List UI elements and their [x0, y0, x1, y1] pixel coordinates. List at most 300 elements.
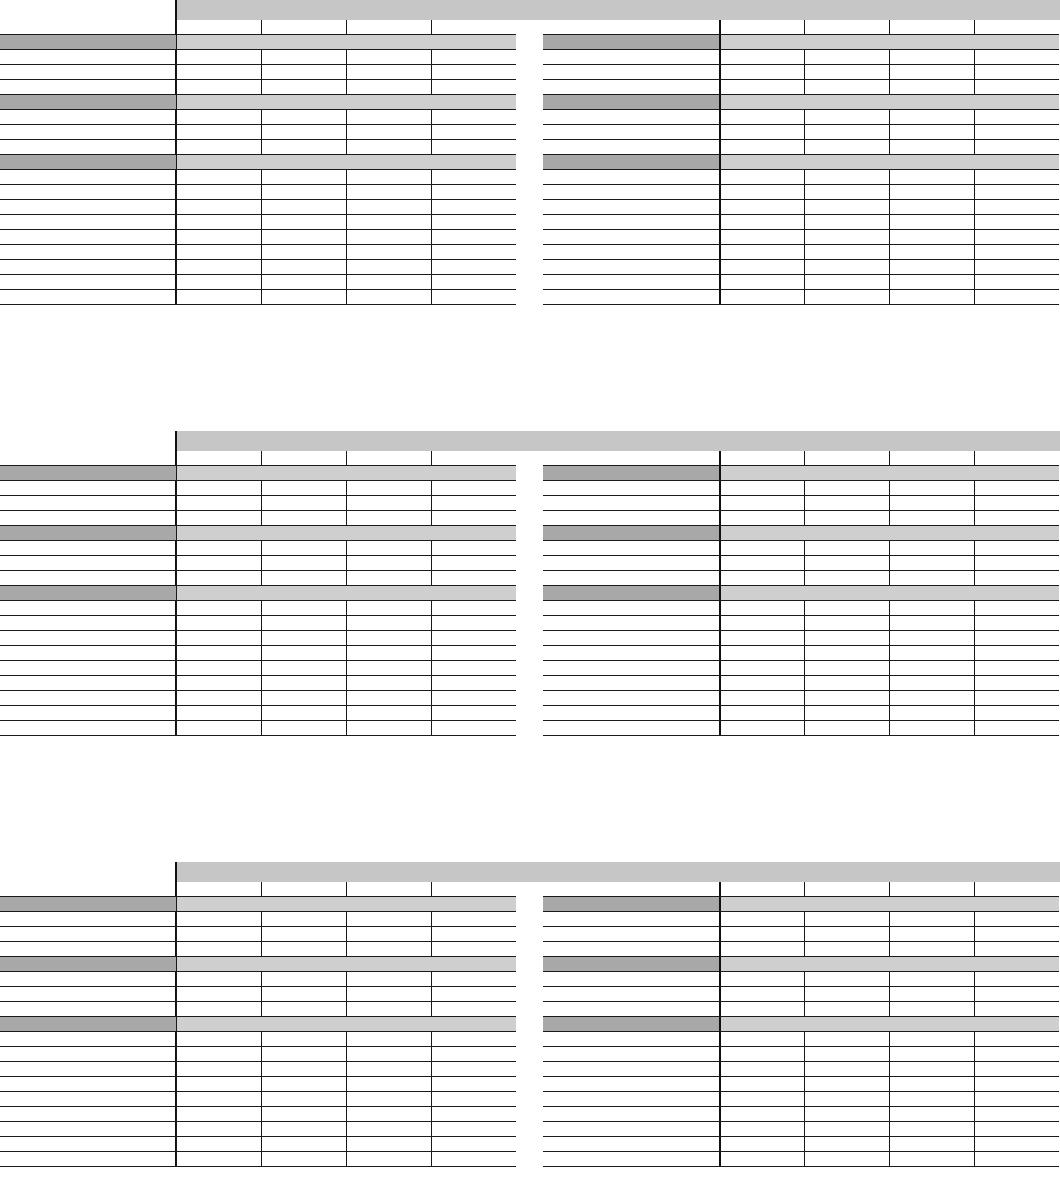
value-cell: [431, 275, 516, 289]
table-row: [0, 1062, 516, 1077]
value-cell: [974, 1137, 1059, 1151]
value-cell: [889, 972, 974, 986]
value-cell: [889, 1047, 974, 1061]
group-label-cell: [543, 1017, 719, 1031]
row-label-cell: [0, 1122, 176, 1136]
value-cell: [889, 1122, 974, 1136]
row-label-cell: [0, 496, 176, 510]
table-left: [0, 451, 516, 736]
value-cell: [431, 290, 516, 304]
row-label-cell: [543, 185, 719, 199]
value-cell: [176, 972, 261, 986]
value-cell: [974, 496, 1059, 510]
value-cell: [431, 215, 516, 229]
row-label-cell: [543, 110, 719, 124]
value-cell: [889, 1032, 974, 1046]
value-cell: [431, 185, 516, 199]
value-cell: [719, 275, 804, 289]
group-value-bar: [176, 95, 516, 109]
value-cell: [719, 661, 804, 675]
group-label-cell: [0, 897, 176, 911]
value-cell: [804, 200, 889, 214]
row-label-cell: [0, 65, 176, 79]
row-label-cell: [543, 882, 719, 896]
row-label-cell: [543, 646, 719, 660]
row-label-cell: [0, 706, 176, 720]
value-cell: [176, 882, 261, 896]
row-label-cell: [0, 1152, 176, 1166]
table-right: [543, 20, 1059, 305]
row-label-cell: [543, 50, 719, 64]
value-cell: [974, 1062, 1059, 1076]
table-row: [0, 275, 516, 290]
value-cell: [804, 1062, 889, 1076]
row-label-cell: [0, 882, 176, 896]
value-cell: [176, 65, 261, 79]
value-cell: [804, 245, 889, 259]
value-cell: [889, 20, 974, 34]
table-row: [0, 942, 516, 957]
row-label-cell: [0, 556, 176, 570]
value-cell: [719, 245, 804, 259]
value-cell: [719, 571, 804, 585]
value-cell: [804, 110, 889, 124]
value-cell: [974, 1047, 1059, 1061]
value-cell: [719, 215, 804, 229]
value-cell: [719, 170, 804, 184]
value-cell: [346, 65, 431, 79]
table-row: [0, 601, 516, 616]
value-cell: [889, 1092, 974, 1106]
value-cell: [261, 215, 346, 229]
value-cell: [889, 451, 974, 465]
table-row: [543, 511, 1059, 526]
value-cell: [804, 912, 889, 926]
column-header-row: [543, 451, 1059, 466]
value-cell: [804, 65, 889, 79]
value-cell: [261, 1092, 346, 1106]
row-label-cell: [0, 230, 176, 244]
value-cell: [804, 1032, 889, 1046]
row-label-cell: [543, 511, 719, 525]
value-cell: [431, 541, 516, 555]
value-cell: [719, 927, 804, 941]
table-row: [0, 1122, 516, 1137]
value-cell: [431, 1107, 516, 1121]
value-cell: [974, 1002, 1059, 1016]
value-cell: [261, 631, 346, 645]
table-row: [0, 721, 516, 736]
value-cell: [346, 1047, 431, 1061]
value-cell: [176, 676, 261, 690]
value-cell: [176, 1107, 261, 1121]
value-cell: [261, 110, 346, 124]
value-cell: [346, 275, 431, 289]
group-row: [543, 897, 1059, 912]
value-cell: [346, 691, 431, 705]
value-cell: [889, 721, 974, 735]
value-cell: [346, 110, 431, 124]
value-cell: [261, 1077, 346, 1091]
group-row: [543, 95, 1059, 110]
value-cell: [719, 110, 804, 124]
value-cell: [974, 676, 1059, 690]
value-cell: [889, 260, 974, 274]
group-label-cell: [0, 155, 176, 169]
group-label-cell: [0, 466, 176, 480]
value-cell: [431, 260, 516, 274]
group-value-bar: [719, 897, 1059, 911]
value-cell: [431, 511, 516, 525]
value-cell: [176, 927, 261, 941]
value-cell: [346, 571, 431, 585]
value-cell: [719, 1002, 804, 1016]
value-cell: [804, 942, 889, 956]
group-row: [543, 1017, 1059, 1032]
value-cell: [889, 110, 974, 124]
row-label-cell: [543, 927, 719, 941]
table-row: [0, 110, 516, 125]
value-cell: [346, 556, 431, 570]
value-cell: [889, 927, 974, 941]
value-cell: [176, 1122, 261, 1136]
value-cell: [889, 230, 974, 244]
value-cell: [176, 125, 261, 139]
value-cell: [176, 1062, 261, 1076]
value-cell: [346, 912, 431, 926]
table-row: [543, 185, 1059, 200]
group-row: [543, 586, 1059, 601]
value-cell: [261, 691, 346, 705]
form-block-2: [0, 431, 1060, 740]
row-label-cell: [543, 140, 719, 154]
row-label-cell: [543, 987, 719, 1001]
block-header-bar: [176, 0, 1060, 20]
value-cell: [431, 1092, 516, 1106]
value-cell: [804, 721, 889, 735]
table-row: [0, 496, 516, 511]
group-value-bar: [719, 95, 1059, 109]
value-cell: [719, 1107, 804, 1121]
value-cell: [804, 556, 889, 570]
value-cell: [261, 616, 346, 630]
value-cell: [431, 170, 516, 184]
value-cell: [889, 140, 974, 154]
row-label-cell: [0, 50, 176, 64]
row-label-cell: [543, 721, 719, 735]
row-label-cell: [0, 1047, 176, 1061]
value-cell: [261, 245, 346, 259]
value-cell: [889, 1002, 974, 1016]
value-cell: [889, 50, 974, 64]
table-row: [543, 912, 1059, 927]
value-cell: [176, 987, 261, 1001]
table-row: [0, 646, 516, 661]
value-cell: [974, 556, 1059, 570]
value-cell: [261, 556, 346, 570]
row-label-cell: [0, 631, 176, 645]
table-row: [543, 541, 1059, 556]
table-row: [0, 1032, 516, 1047]
group-value-bar: [719, 586, 1059, 600]
value-cell: [889, 65, 974, 79]
table-row: [543, 721, 1059, 736]
value-cell: [176, 245, 261, 259]
row-label-cell: [543, 571, 719, 585]
value-cell: [346, 631, 431, 645]
row-label-cell: [0, 972, 176, 986]
value-cell: [974, 721, 1059, 735]
group-value-bar: [719, 526, 1059, 540]
value-cell: [176, 185, 261, 199]
value-cell: [261, 676, 346, 690]
value-cell: [346, 706, 431, 720]
value-cell: [974, 511, 1059, 525]
value-cell: [261, 706, 346, 720]
table-row: [0, 1137, 516, 1152]
value-cell: [346, 245, 431, 259]
value-cell: [889, 601, 974, 615]
value-cell: [176, 481, 261, 495]
value-cell: [889, 245, 974, 259]
value-cell: [974, 661, 1059, 675]
value-cell: [719, 1122, 804, 1136]
row-label-cell: [0, 80, 176, 94]
value-cell: [431, 571, 516, 585]
value-cell: [804, 661, 889, 675]
value-cell: [804, 511, 889, 525]
value-cell: [261, 230, 346, 244]
table-row: [543, 1137, 1059, 1152]
table-row: [0, 170, 516, 185]
value-cell: [176, 140, 261, 154]
row-label-cell: [0, 616, 176, 630]
value-cell: [889, 691, 974, 705]
column-header-row: [0, 20, 516, 35]
value-cell: [261, 1032, 346, 1046]
value-cell: [804, 50, 889, 64]
group-label-cell: [543, 586, 719, 600]
table-row: [0, 511, 516, 526]
table-row: [543, 631, 1059, 646]
row-label-cell: [543, 230, 719, 244]
value-cell: [804, 706, 889, 720]
row-label-cell: [543, 215, 719, 229]
group-row: [0, 35, 516, 50]
value-cell: [719, 721, 804, 735]
row-label-cell: [543, 170, 719, 184]
value-cell: [719, 706, 804, 720]
row-label-cell: [543, 245, 719, 259]
value-cell: [719, 185, 804, 199]
value-cell: [431, 245, 516, 259]
row-label-cell: [0, 260, 176, 274]
value-cell: [804, 987, 889, 1001]
value-cell: [719, 676, 804, 690]
table-row: [543, 230, 1059, 245]
value-cell: [889, 1062, 974, 1076]
group-row: [0, 586, 516, 601]
value-cell: [261, 721, 346, 735]
value-cell: [974, 230, 1059, 244]
value-cell: [176, 230, 261, 244]
group-row: [0, 897, 516, 912]
value-cell: [346, 1122, 431, 1136]
block-header-bar: [176, 431, 1060, 451]
table-row: [0, 245, 516, 260]
value-cell: [346, 1092, 431, 1106]
value-cell: [719, 50, 804, 64]
table-row: [0, 987, 516, 1002]
row-label-cell: [0, 185, 176, 199]
table-row: [543, 942, 1059, 957]
table-row: [543, 1047, 1059, 1062]
block-header-bar: [176, 862, 1060, 882]
value-cell: [431, 882, 516, 896]
table-row: [0, 481, 516, 496]
row-label-cell: [543, 1122, 719, 1136]
group-label-cell: [543, 957, 719, 971]
value-cell: [176, 50, 261, 64]
value-cell: [889, 125, 974, 139]
value-cell: [346, 541, 431, 555]
table-row: [0, 1107, 516, 1122]
value-cell: [261, 646, 346, 660]
value-cell: [804, 1002, 889, 1016]
value-cell: [804, 1047, 889, 1061]
row-label-cell: [0, 661, 176, 675]
group-label-cell: [543, 155, 719, 169]
group-value-bar: [176, 1017, 516, 1031]
row-label-cell: [543, 541, 719, 555]
value-cell: [889, 631, 974, 645]
value-cell: [261, 601, 346, 615]
row-label-cell: [0, 987, 176, 1001]
value-cell: [719, 260, 804, 274]
row-label-cell: [0, 140, 176, 154]
value-cell: [261, 65, 346, 79]
value-cell: [719, 1092, 804, 1106]
row-label-cell: [0, 1137, 176, 1151]
value-cell: [176, 571, 261, 585]
row-label-cell: [0, 1062, 176, 1076]
table-right: [543, 451, 1059, 736]
table-row: [543, 275, 1059, 290]
group-row: [0, 1017, 516, 1032]
value-cell: [431, 200, 516, 214]
value-cell: [346, 496, 431, 510]
value-cell: [974, 125, 1059, 139]
value-cell: [719, 511, 804, 525]
value-cell: [176, 80, 261, 94]
value-cell: [346, 215, 431, 229]
value-cell: [889, 185, 974, 199]
row-label-cell: [0, 1107, 176, 1121]
value-cell: [889, 170, 974, 184]
table-row: [0, 912, 516, 927]
row-label-cell: [0, 1002, 176, 1016]
table-row: [543, 215, 1059, 230]
row-label-cell: [0, 942, 176, 956]
table-row: [543, 1152, 1059, 1167]
value-cell: [719, 496, 804, 510]
value-cell: [974, 631, 1059, 645]
group-label-cell: [0, 1017, 176, 1031]
value-cell: [431, 481, 516, 495]
row-label-cell: [543, 290, 719, 304]
value-cell: [974, 260, 1059, 274]
value-cell: [176, 1047, 261, 1061]
value-cell: [261, 496, 346, 510]
group-label-cell: [543, 466, 719, 480]
value-cell: [431, 661, 516, 675]
group-label-cell: [0, 95, 176, 109]
table-row: [0, 541, 516, 556]
group-value-bar: [176, 466, 516, 480]
value-cell: [431, 601, 516, 615]
value-cell: [889, 496, 974, 510]
value-cell: [719, 972, 804, 986]
value-cell: [346, 972, 431, 986]
group-row: [543, 466, 1059, 481]
group-label-cell: [543, 95, 719, 109]
value-cell: [804, 451, 889, 465]
table-row: [0, 140, 516, 155]
value-cell: [431, 451, 516, 465]
value-cell: [719, 290, 804, 304]
table-row: [0, 200, 516, 215]
group-row: [0, 95, 516, 110]
row-label-cell: [0, 721, 176, 735]
value-cell: [431, 927, 516, 941]
row-label-cell: [543, 451, 719, 465]
value-cell: [346, 200, 431, 214]
value-cell: [261, 290, 346, 304]
value-cell: [176, 661, 261, 675]
row-label-cell: [0, 200, 176, 214]
table-row: [543, 1062, 1059, 1077]
row-label-cell: [0, 20, 176, 34]
value-cell: [431, 646, 516, 660]
row-label-cell: [0, 215, 176, 229]
value-cell: [974, 541, 1059, 555]
value-cell: [431, 1122, 516, 1136]
value-cell: [431, 1047, 516, 1061]
value-cell: [889, 200, 974, 214]
value-cell: [974, 275, 1059, 289]
value-cell: [346, 616, 431, 630]
value-cell: [974, 1032, 1059, 1046]
group-row: [0, 957, 516, 972]
group-value-bar: [176, 957, 516, 971]
value-cell: [974, 451, 1059, 465]
table-row: [543, 676, 1059, 691]
value-cell: [346, 185, 431, 199]
value-cell: [974, 170, 1059, 184]
value-cell: [974, 942, 1059, 956]
row-label-cell: [0, 170, 176, 184]
value-cell: [719, 601, 804, 615]
table-row: [543, 646, 1059, 661]
group-value-bar: [719, 155, 1059, 169]
value-cell: [804, 185, 889, 199]
table-row: [0, 125, 516, 140]
value-cell: [889, 661, 974, 675]
table-row: [543, 140, 1059, 155]
value-cell: [346, 451, 431, 465]
table-row: [543, 706, 1059, 721]
group-value-bar: [719, 35, 1059, 49]
